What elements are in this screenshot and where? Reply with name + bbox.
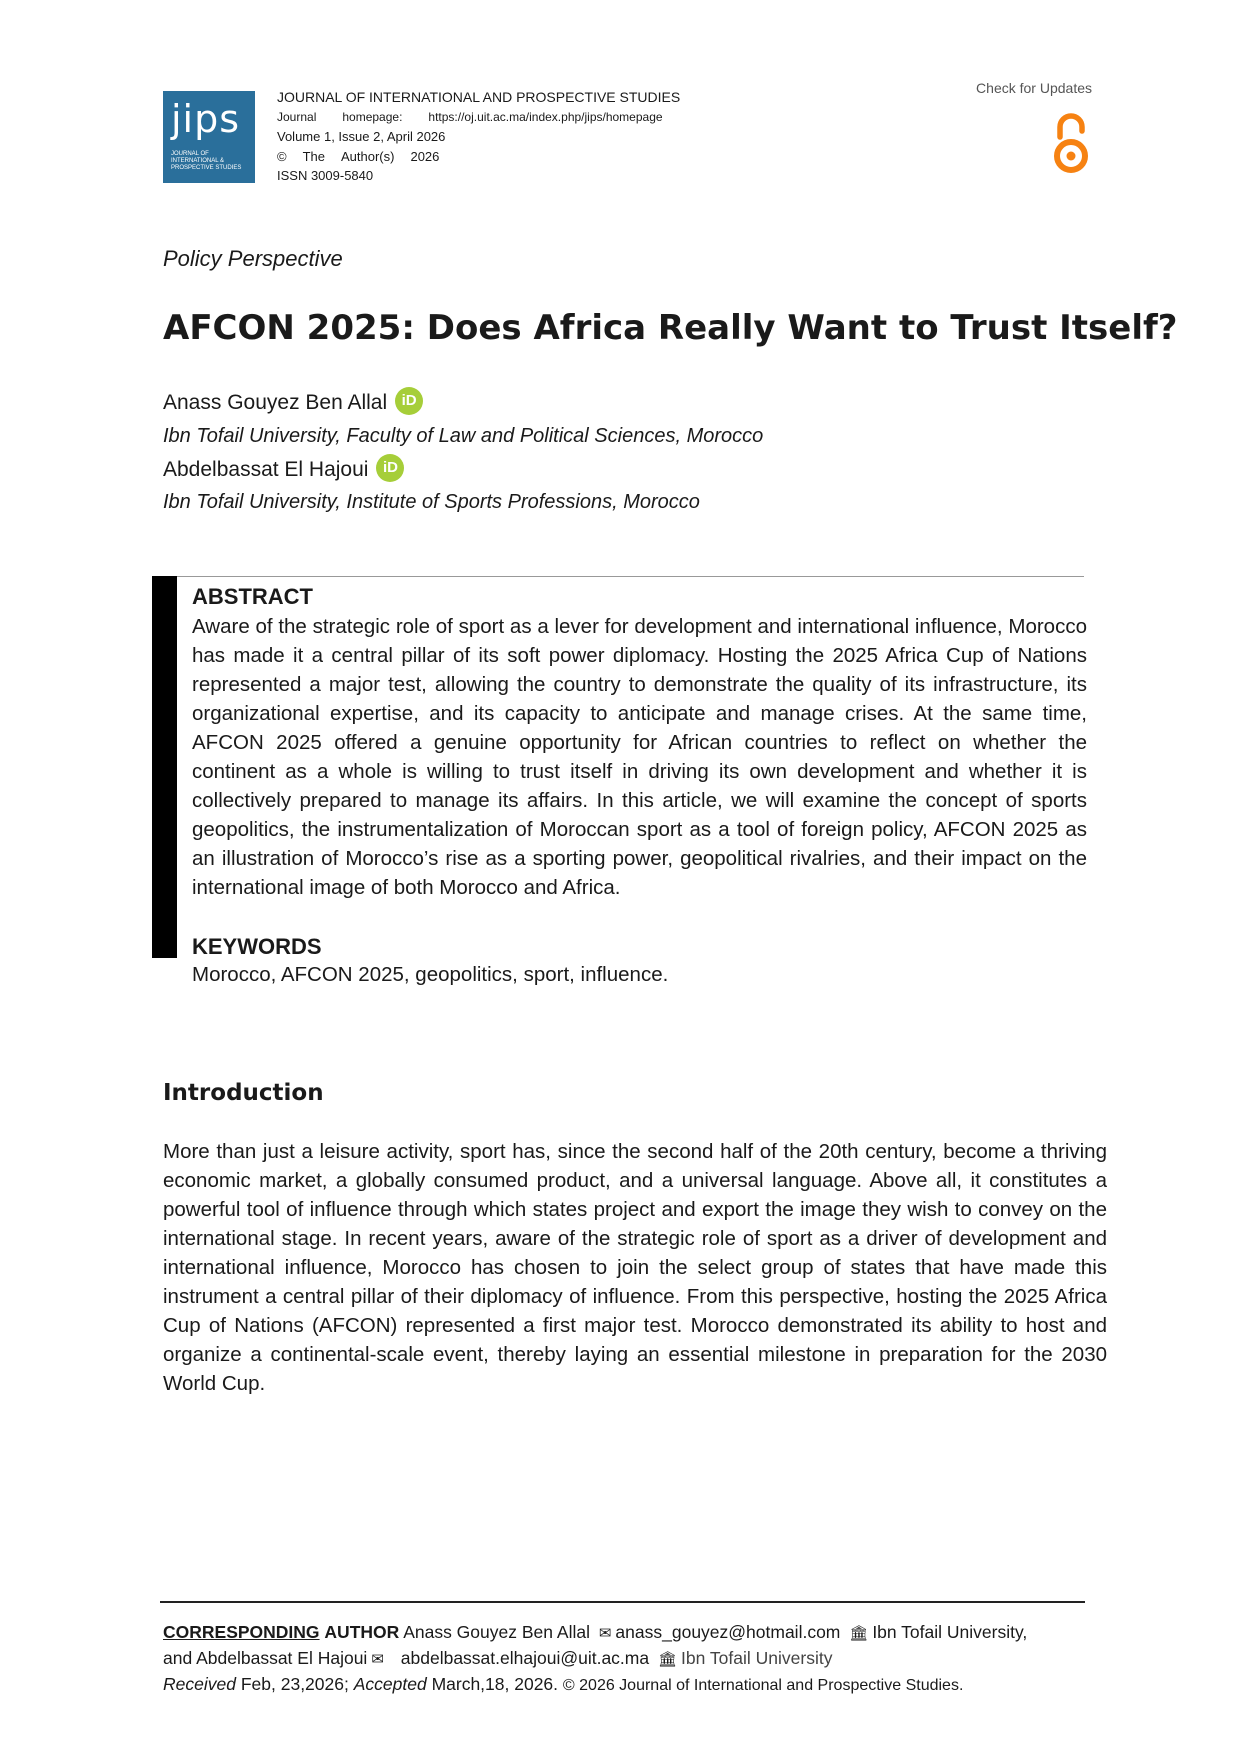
issn: ISSN 3009-5840 [277, 168, 374, 183]
corresponding-label: CORRESPONDING [163, 1622, 320, 1642]
footer-line-3 [163, 1672, 1093, 1698]
email-icon: ✉ [598, 1625, 612, 1642]
abstract-heading: ABSTRACT [192, 584, 313, 609]
article-type: Policy Perspective [163, 246, 343, 271]
journal-name: JOURNAL OF INTERNATIONAL AND PROSPECTIVE STUDIES [277, 89, 681, 105]
email-1[interactable]: anass_gouyez@hotmail.com [615, 1622, 841, 1642]
keywords-heading: KEYWORDS [192, 934, 322, 959]
introduction-text: More than just a leisure activity, sport has, since the second half of the 20th century, become a thriving economic market, a globally consumed product, and a universal language. Above all, it constitutes a powerful tool of influence through which states project and export the image they wish to convey on the international stage. In recent years, aware of the strategic role of sport as a driver of development and international influence, Morocco has chosen to join the select group of states that have made this instrument a central pillar of their diplomacy of influence. From this perspective, hosting the 2025 Africa Cup of Nations (AFCON) represented a first major test. Morocco demonstrated its ability to host and organize a continental-scale event, thereby laying an essential milestone in preparation for the 2030 World Cup. [163, 1140, 1107, 1395]
journal-logo [163, 91, 255, 183]
homepage-url[interactable]: https://oj.uit.ac.ma/index.php/jips/homepage [428, 109, 663, 124]
footer [163, 1620, 1093, 1698]
orcid-icon[interactable]: iD [376, 454, 404, 482]
footer-line-1 [163, 1620, 1093, 1646]
corresponding-author-1: Anass Gouyez Ben Allal [403, 1622, 590, 1642]
corresponding-author-2: and Abdelbassat El Hajoui [163, 1648, 368, 1668]
author-1-affiliation: Ibn Tofail University, Faculty of Law and Political Sciences, Morocco [163, 425, 764, 447]
received-date: Feb, 23,2026; [240, 1674, 349, 1694]
abstract-text: Aware of the strategic role of sport as a lever for development and international influence, Morocco has made it a central pillar of its soft power diplomacy. Hosting the 2025 Africa Cup of Nations represented a major test, allowing the country to demonstrate the quality of its infrastructure, its organizational expertise, and its capacity to anticipate and manage crises. At the same time, AFCON 2025 offered a genuine opportunity for African countries to reflect on whether the continent as a whole is willing to trust itself in driving its own development and whether it is collectively prepared to manage its affairs. In this article, we will examine the concept of sports geopolitics, the instrumentalization of Moroccan sport as a tool of foreign policy, AFCON 2025 as an illustration of Morocco’s rise as a sporting power, geopolitical rivalries, and their impact on the international image of both Morocco and Africa. [192, 615, 1087, 899]
author-1-name: Anass Gouyez Ben Allal [163, 391, 388, 414]
received-label: Received [163, 1674, 236, 1694]
logo-text: jips [171, 97, 241, 141]
copyright-line [277, 147, 737, 167]
homepage-label-2: homepage: [342, 109, 403, 124]
author-2-affiliation: Ibn Tofail University, Institute of Sports Professions, Morocco [163, 491, 700, 513]
corresponding-label-2: AUTHOR [324, 1622, 400, 1642]
open-access-icon[interactable] [1052, 113, 1090, 175]
abstract-sidebar [152, 576, 177, 958]
logo-subtext: JOURNAL OF INTERNATIONAL & PROSPECTIVE STUDIES [171, 151, 242, 171]
volume-info: Volume 1, Issue 2, April 2026 [277, 129, 446, 144]
email-2[interactable]: abdelbassat.elhajoui@uit.ac.ma [400, 1648, 650, 1668]
author-1 [163, 391, 423, 415]
check-for-updates[interactable]: Check for Updates [976, 80, 1092, 96]
institution-icon: 🏛 [849, 1625, 869, 1642]
institution-1: Ibn Tofail University, [872, 1622, 1028, 1642]
accepted-date: March,18, 2026. [431, 1674, 559, 1694]
author-2-name: Abdelbassat El Hajoui [163, 458, 369, 481]
abstract-top-rule [152, 576, 1084, 577]
article-title: AFCON 2025: Does Africa Really Want to Trust Itself? [163, 308, 1178, 348]
accepted-label: Accepted [353, 1674, 427, 1694]
introduction-heading: Introduction [163, 1080, 324, 1106]
journal-homepage [277, 108, 737, 128]
email-icon: ✉ [371, 1651, 384, 1668]
orcid-icon[interactable]: iD [395, 387, 423, 415]
copyright-symbol: © [277, 148, 287, 164]
footer-copyright: © 2026 Journal of International and Prospective Studies. [562, 1677, 964, 1694]
journal-header [277, 88, 737, 186]
keywords-text: Morocco, AFCON 2025, geopolitics, sport, influence. [192, 963, 669, 986]
copyright-year: 2026 [410, 148, 440, 164]
institution-icon: 🏛 [657, 1651, 678, 1668]
homepage-label-1: Journal [277, 109, 317, 124]
footer-line-2 [163, 1646, 1093, 1672]
copyright-author: Author(s) [341, 148, 395, 164]
footer-rule [160, 1601, 1085, 1603]
institution-2: Ibn Tofail University [681, 1648, 833, 1668]
copyright-the: The [302, 148, 325, 164]
author-2 [163, 458, 404, 482]
